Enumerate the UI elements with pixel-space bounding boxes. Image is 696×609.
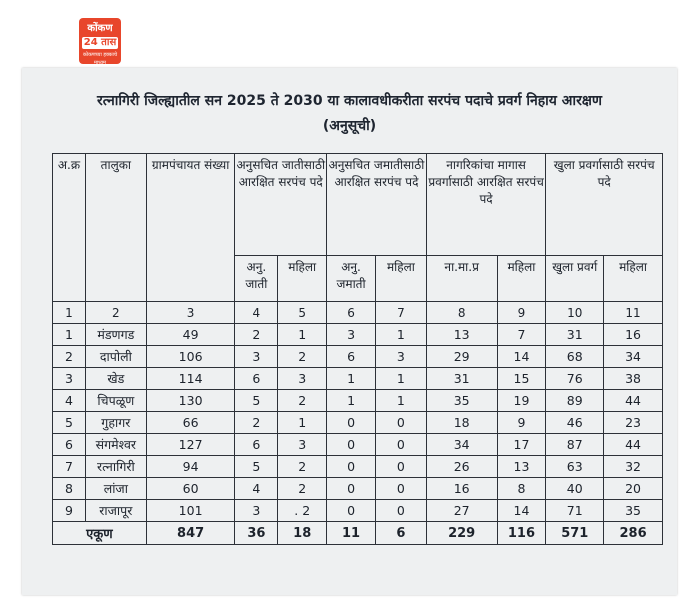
table-row: [53, 412, 663, 434]
column-number: 10: [546, 302, 604, 324]
table-cell: 49: [146, 324, 235, 346]
header-serial: अ.क्र: [53, 154, 86, 302]
table-cell: 2: [278, 346, 327, 368]
taluka-name-cell: संगमेश्वर: [85, 434, 146, 456]
table-cell: 127: [146, 434, 235, 456]
taluka-name-cell: गुहागर: [85, 412, 146, 434]
table-cell: 60: [146, 478, 235, 500]
table-cell: 0: [327, 478, 376, 500]
table-cell: 38: [604, 368, 663, 390]
table-cell: 3: [235, 346, 278, 368]
table-cell: 1: [278, 412, 327, 434]
total-row: [53, 522, 663, 545]
table-cell: 2: [235, 412, 278, 434]
column-number-row: [53, 302, 663, 324]
subheader-obc: ना.मा.प्र: [426, 256, 497, 302]
table-cell: 130: [146, 390, 235, 412]
table-cell: 9: [497, 412, 546, 434]
table-row: [53, 324, 663, 346]
table-cell: 0: [327, 500, 376, 522]
table-cell: 1: [327, 390, 376, 412]
column-number: 5: [278, 302, 327, 324]
table-cell: 19: [497, 390, 546, 412]
table-cell: 16: [604, 324, 663, 346]
header-obc-group: नागरिकांचा मागास प्रवर्गासाठी आरक्षित सरपंच पदे: [426, 154, 546, 256]
taluka-name-cell: लांजा: [85, 478, 146, 500]
total-cell: 847: [146, 522, 235, 545]
total-cell: 36: [235, 522, 278, 545]
table-cell: 8: [53, 478, 86, 500]
table-cell: 34: [426, 434, 497, 456]
column-number: 7: [375, 302, 426, 324]
table-row: [53, 346, 663, 368]
table-row: [53, 368, 663, 390]
total-label: एकूण: [53, 522, 147, 545]
total-cell: 11: [327, 522, 376, 545]
table-row: [53, 434, 663, 456]
taluka-name-cell: दापोली: [85, 346, 146, 368]
table-cell: 31: [546, 324, 604, 346]
subheader-st: अनु. जमाती: [327, 256, 376, 302]
table-cell: 0: [327, 434, 376, 456]
taluka-name-cell: चिपळूण: [85, 390, 146, 412]
subheader-open: खुला प्रवर्ग: [546, 256, 604, 302]
table-cell: 3: [375, 346, 426, 368]
table-cell: 114: [146, 368, 235, 390]
table-cell: 0: [375, 456, 426, 478]
table-cell: 2: [53, 346, 86, 368]
table-row: [53, 500, 663, 522]
table-cell: 32: [604, 456, 663, 478]
table-cell: 1: [375, 324, 426, 346]
table-cell: 87: [546, 434, 604, 456]
total-cell: 18: [278, 522, 327, 545]
subheader-obc-women: महिला: [497, 256, 546, 302]
header-gram-panchayat: ग्रामपंचायत संख्या: [146, 154, 235, 302]
total-cell: 571: [546, 522, 604, 545]
reservation-table: [52, 153, 663, 545]
logo-line-2: 24 तास: [83, 37, 117, 48]
table-cell: 3: [327, 324, 376, 346]
table-cell: 76: [546, 368, 604, 390]
table-cell: 1: [375, 368, 426, 390]
document-sheet: [22, 68, 677, 595]
table-body: [53, 324, 663, 522]
table-cell: 6: [327, 346, 376, 368]
brand-logo: [79, 18, 121, 64]
table-cell: 101: [146, 500, 235, 522]
table-cell: 46: [546, 412, 604, 434]
table-cell: 17: [497, 434, 546, 456]
table-cell: 26: [426, 456, 497, 478]
table-cell: 0: [375, 412, 426, 434]
table-cell: 14: [497, 500, 546, 522]
table-row: [53, 478, 663, 500]
table-cell: 1: [53, 324, 86, 346]
table-cell: 5: [235, 390, 278, 412]
table-cell: 7: [497, 324, 546, 346]
logo-tagline: कोकणच्या हक्काचे माध्यम: [82, 52, 118, 64]
header-sc-group: अनुसचित जातीसाठी आरक्षित सरपंच पदे: [235, 154, 327, 256]
table-cell: 34: [604, 346, 663, 368]
table-cell: 4: [235, 478, 278, 500]
table-cell: 27: [426, 500, 497, 522]
table-row: [53, 390, 663, 412]
table-cell: 63: [546, 456, 604, 478]
table-cell: 7: [53, 456, 86, 478]
table-cell: 13: [426, 324, 497, 346]
column-number: 2: [85, 302, 146, 324]
table-cell: 0: [375, 434, 426, 456]
table-cell: 6: [235, 368, 278, 390]
table-cell: 8: [497, 478, 546, 500]
table-cell: 2: [278, 456, 327, 478]
taluka-name-cell: खेड: [85, 368, 146, 390]
table-cell: 35: [604, 500, 663, 522]
table-cell: 6: [53, 434, 86, 456]
column-number: 6: [327, 302, 376, 324]
column-number: 11: [604, 302, 663, 324]
table-cell: 0: [375, 500, 426, 522]
logo-line-1: कोंकण: [87, 23, 113, 34]
table-row: [53, 456, 663, 478]
table-cell: 44: [604, 390, 663, 412]
table-cell: 2: [235, 324, 278, 346]
table-cell: 1: [278, 324, 327, 346]
header-st-group: अनुसचित जमातीसाठी आरक्षित सरपंच पदे: [327, 154, 427, 256]
column-number: 1: [53, 302, 86, 324]
table-cell: 20: [604, 478, 663, 500]
subheader-sc-women: महिला: [278, 256, 327, 302]
taluka-name-cell: रत्नागिरी: [85, 456, 146, 478]
table-cell: 0: [327, 412, 376, 434]
table-cell: 94: [146, 456, 235, 478]
table-cell: 40: [546, 478, 604, 500]
table-cell: 5: [235, 456, 278, 478]
table-cell: 68: [546, 346, 604, 368]
table-cell: 66: [146, 412, 235, 434]
total-cell: 6: [375, 522, 426, 545]
table-cell: 14: [497, 346, 546, 368]
subheader-st-women: महिला: [375, 256, 426, 302]
table-cell: 2: [278, 478, 327, 500]
subheader-open-women: महिला: [604, 256, 663, 302]
table-cell: 71: [546, 500, 604, 522]
table-cell: 3: [235, 500, 278, 522]
table-cell: 44: [604, 434, 663, 456]
table-cell: 18: [426, 412, 497, 434]
table-cell: 1: [375, 390, 426, 412]
table-cell: 15: [497, 368, 546, 390]
taluka-name-cell: राजापूर: [85, 500, 146, 522]
table-cell: 31: [426, 368, 497, 390]
table-cell: 23: [604, 412, 663, 434]
total-cell: 116: [497, 522, 546, 545]
table-cell: 2: [278, 390, 327, 412]
table-cell: 16: [426, 478, 497, 500]
total-cell: 229: [426, 522, 497, 545]
table-cell: 35: [426, 390, 497, 412]
table-cell: 3: [278, 434, 327, 456]
table-cell: 106: [146, 346, 235, 368]
table-cell: 13: [497, 456, 546, 478]
table-cell: 5: [53, 412, 86, 434]
header-taluka: तालुका: [85, 154, 146, 302]
total-cell: 286: [604, 522, 663, 545]
table-cell: 0: [375, 478, 426, 500]
column-number: 8: [426, 302, 497, 324]
table-cell: 3: [53, 368, 86, 390]
table-cell: 6: [235, 434, 278, 456]
table-cell: 1: [327, 368, 376, 390]
table-cell: 9: [53, 500, 86, 522]
column-number: 4: [235, 302, 278, 324]
table-cell: 0: [327, 456, 376, 478]
table-cell: . 2: [278, 500, 327, 522]
header-open-group: खुला प्रवर्गासाठी सरपंच पदे: [546, 154, 663, 256]
document-subtitle: (अनुसूची): [322, 118, 377, 134]
table-cell: 3: [278, 368, 327, 390]
subheader-sc: अनु. जाती: [235, 256, 278, 302]
table-cell: 29: [426, 346, 497, 368]
table-cell: 4: [53, 390, 86, 412]
column-number: 3: [146, 302, 235, 324]
table-cell: 89: [546, 390, 604, 412]
column-number: 9: [497, 302, 546, 324]
taluka-name-cell: मंडणगड: [85, 324, 146, 346]
document-title: रत्नागिरी जिल्ह्यातील सन 2025 ते 2030 या कालावधीकरीता सरपंच पदाचे प्रवर्ग निहाय आरक्षण: [96, 93, 602, 109]
